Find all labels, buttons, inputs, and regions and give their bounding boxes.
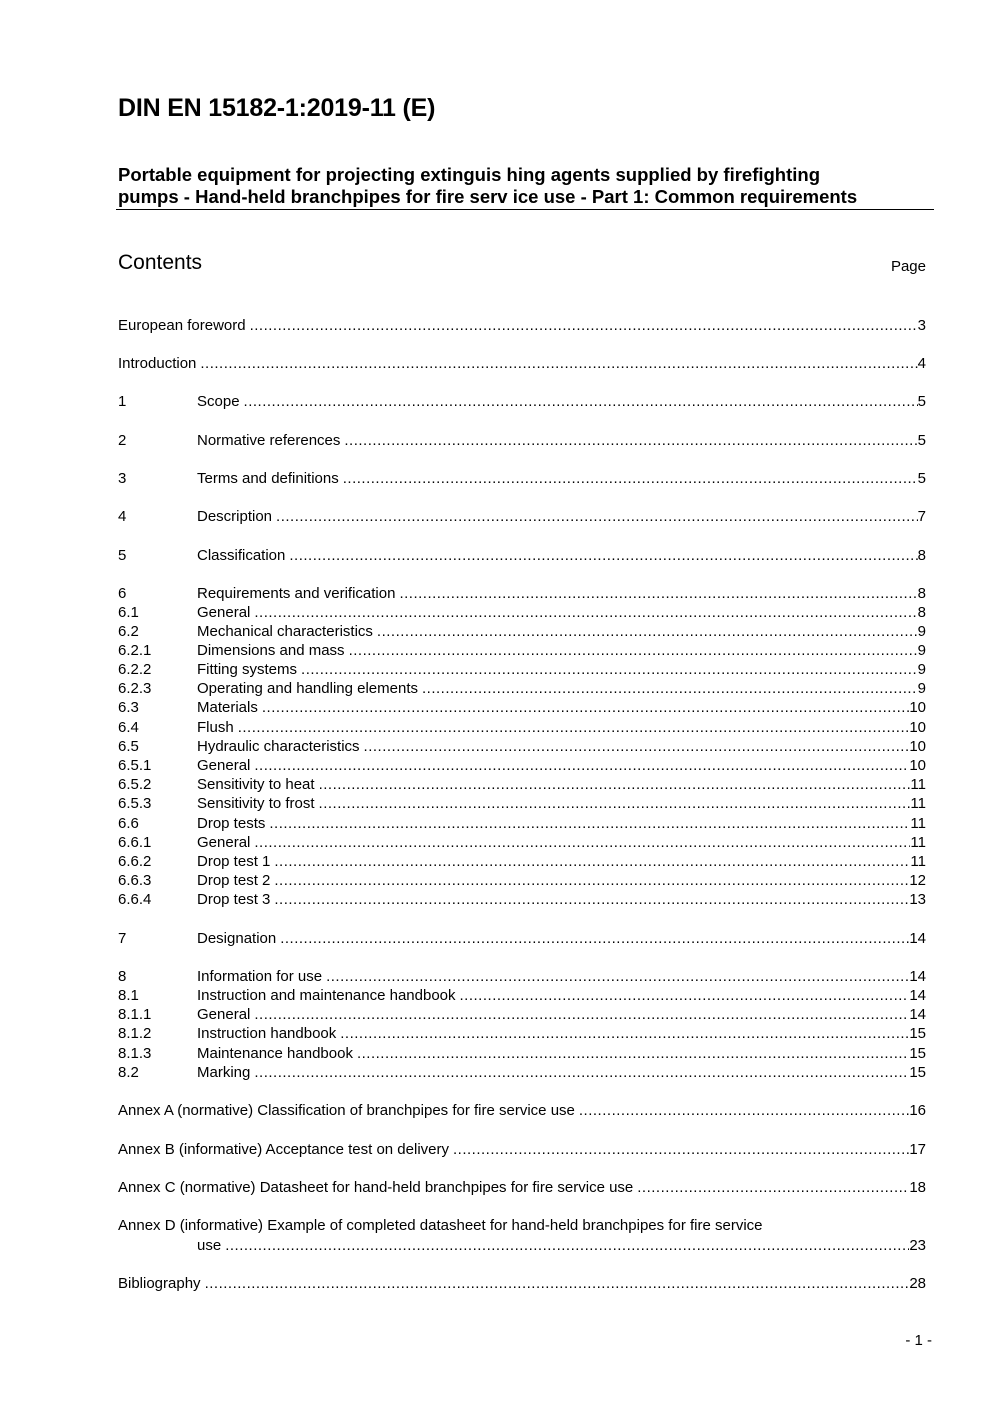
toc-entry-page: 12 xyxy=(909,872,926,889)
toc-dot-leader xyxy=(225,1236,909,1255)
toc-entry-number: 6 xyxy=(118,585,127,602)
toc-entry-page: 9 xyxy=(917,661,926,678)
toc-entry-number: 1 xyxy=(118,393,127,410)
toc-entry-title: Mechanical characteristics xyxy=(197,623,373,640)
toc-entry-number: 6.4 xyxy=(118,719,139,736)
toc-entry-number: 2 xyxy=(118,432,127,449)
toc-entry-title-continued: use xyxy=(197,1237,222,1254)
toc-dot-leader xyxy=(238,718,910,737)
toc-entry-page: 14 xyxy=(909,1006,926,1023)
toc-entry[interactable] xyxy=(118,641,926,660)
toc-entry-page: 10 xyxy=(909,757,926,774)
toc-entry[interactable] xyxy=(118,469,926,488)
toc-entry-page: 8 xyxy=(917,585,926,602)
toc-dot-leader xyxy=(254,833,910,852)
toc-entry-number: 6.2 xyxy=(118,623,139,640)
toc-dot-leader xyxy=(205,1274,910,1293)
toc-entry-number: 6.6.3 xyxy=(118,872,152,889)
toc-dot-leader xyxy=(274,890,909,909)
toc-entry[interactable] xyxy=(118,584,926,603)
toc-entry-page: 10 xyxy=(909,719,926,736)
toc-entry-title: Annex C (normative) Datasheet for hand-held branchpipes for fire service use xyxy=(118,1179,634,1196)
toc-entry-number: 7 xyxy=(118,930,127,947)
toc-entry-page: 5 xyxy=(917,432,926,449)
toc-entry-page: 8 xyxy=(917,604,926,621)
toc-entry[interactable] xyxy=(118,890,926,909)
toc-entry[interactable] xyxy=(118,775,926,794)
toc-entry-title: Requirements and verification xyxy=(197,585,396,602)
toc-dot-leader xyxy=(579,1101,909,1120)
toc-dot-leader xyxy=(344,431,917,450)
toc-entry[interactable] xyxy=(118,679,926,698)
toc-entry[interactable] xyxy=(118,756,926,775)
contents-heading: Contents xyxy=(118,251,203,274)
toc-entry[interactable] xyxy=(118,354,926,373)
toc-entry-title: Drop test 1 xyxy=(197,853,271,870)
toc-entry-page: 15 xyxy=(909,1045,926,1062)
toc-entry[interactable] xyxy=(118,1024,926,1043)
toc-entry-page: 11 xyxy=(910,834,926,851)
toc-entry[interactable] xyxy=(118,833,926,852)
toc-dot-leader xyxy=(274,871,909,890)
toc-entry-page: 11 xyxy=(910,815,926,832)
toc-entry-page: 4 xyxy=(917,355,926,372)
toc-entry-title: Scope xyxy=(197,393,240,410)
toc-entry-number: 6.1 xyxy=(118,604,139,621)
toc-dot-leader xyxy=(422,679,918,698)
toc-entry-page: 11 xyxy=(910,795,926,812)
toc-entry-page: 17 xyxy=(909,1141,926,1158)
toc-entry[interactable] xyxy=(118,1101,926,1120)
toc-entry-number: 8.2 xyxy=(118,1064,139,1081)
toc-entry-page: 10 xyxy=(909,699,926,716)
toc-entry-title: Normative references xyxy=(197,432,341,449)
toc-entry-title: Drop tests xyxy=(197,815,266,832)
toc-entry-number: 8.1.2 xyxy=(118,1025,152,1042)
toc-entry-page: 5 xyxy=(917,393,926,410)
toc-dot-leader xyxy=(269,814,910,833)
toc-entry-number: 6.5.1 xyxy=(118,757,152,774)
title-divider xyxy=(116,209,934,210)
toc-entry-page: 13 xyxy=(909,891,926,908)
toc-entry-number: 6.5 xyxy=(118,738,139,755)
toc-dot-leader xyxy=(364,737,910,756)
toc-entry[interactable] xyxy=(118,1274,926,1293)
toc-entry-page: 9 xyxy=(917,623,926,640)
toc-entry-title: General xyxy=(197,757,251,774)
page-number: - 1 - xyxy=(905,1332,932,1349)
toc-entry-page: 14 xyxy=(909,930,926,947)
toc-entry-title: Annex D (informative) Example of completed datasheet for hand-held branchpipes for fire service xyxy=(118,1217,763,1234)
toc-dot-leader xyxy=(460,986,910,1005)
toc-dot-leader xyxy=(244,392,918,411)
toc-entry-title: Terms and definitions xyxy=(197,470,339,487)
toc-entry-page: 3 xyxy=(917,317,926,334)
toc-entry-title: Dimensions and mass xyxy=(197,642,345,659)
toc-entry-number: 5 xyxy=(118,547,127,564)
toc-entry[interactable] xyxy=(118,431,926,450)
toc-entry[interactable] xyxy=(118,1140,926,1159)
toc-entry[interactable] xyxy=(118,1005,926,1024)
toc-entry-page: 9 xyxy=(917,680,926,697)
document-id: DIN EN 15182-1:2019-11 (E) xyxy=(118,94,436,122)
toc-entry[interactable] xyxy=(118,698,926,717)
toc-dot-leader xyxy=(326,967,909,986)
toc-entry-page: 9 xyxy=(917,642,926,659)
toc-entry-title: General xyxy=(197,834,251,851)
toc-entry-page: 14 xyxy=(909,968,926,985)
toc-dot-leader xyxy=(254,1063,909,1082)
toc-entry-page: 10 xyxy=(909,738,926,755)
toc-entry-number: 6.5.2 xyxy=(118,776,152,793)
toc-entry[interactable] xyxy=(118,546,926,565)
toc-entry-number: 6.3 xyxy=(118,699,139,716)
document-title-line-2: pumps - Hand-held branchpipes for fire serv ice use - Part 1: Common requirements xyxy=(118,186,858,207)
toc-entry[interactable] xyxy=(118,871,926,890)
toc-dot-leader xyxy=(276,507,918,526)
toc-entry-page: 23 xyxy=(909,1237,926,1254)
toc-entry-title: General xyxy=(197,604,251,621)
toc-entry-page: 7 xyxy=(917,508,926,525)
toc-entry-number: 8.1.1 xyxy=(118,1006,152,1023)
toc-dot-leader xyxy=(289,546,917,565)
toc-entry-title: Instruction and maintenance handbook xyxy=(197,987,456,1004)
toc-entry-title: Annex B (informative) Acceptance test on delivery xyxy=(118,1141,449,1158)
toc-entry-title: Bibliography xyxy=(118,1275,201,1292)
toc-entry-title: Hydraulic characteristics xyxy=(197,738,360,755)
toc-entry-number: 3 xyxy=(118,470,127,487)
toc-entry-title: Annex A (normative) Classification of branchpipes for fire service use xyxy=(118,1102,575,1119)
toc-dot-leader xyxy=(254,1005,909,1024)
toc-entry-page: 15 xyxy=(909,1064,926,1081)
toc-dot-leader xyxy=(453,1140,909,1159)
toc-entry-page: 28 xyxy=(909,1275,926,1292)
toc-entry-page: 15 xyxy=(909,1025,926,1042)
toc-entry[interactable] xyxy=(118,1044,926,1063)
toc-entry[interactable] xyxy=(118,967,926,986)
document-title-line-1: Portable equipment for projecting extinguis hing agents supplied by firefighting xyxy=(118,164,821,185)
toc-entry-title: General xyxy=(197,1006,251,1023)
toc-dot-leader xyxy=(200,354,917,373)
toc-entry-number: 4 xyxy=(118,508,127,525)
toc-dot-leader xyxy=(377,622,918,641)
toc-entry-number: 8 xyxy=(118,968,127,985)
page-column-label: Page xyxy=(890,258,926,275)
toc-entry[interactable] xyxy=(118,929,926,948)
toc-dot-leader xyxy=(274,852,910,871)
toc-dot-leader xyxy=(280,929,909,948)
toc-entry[interactable] xyxy=(118,507,926,526)
toc-entry[interactable] xyxy=(118,814,926,833)
toc-entry-page: 5 xyxy=(917,470,926,487)
toc-entry-title: Drop test 3 xyxy=(197,891,271,908)
toc-entry-page: 16 xyxy=(909,1102,926,1119)
toc-entry[interactable] xyxy=(118,1063,926,1082)
toc-dot-leader xyxy=(637,1178,909,1197)
toc-entry[interactable] xyxy=(118,603,926,622)
toc-entry-number: 6.6 xyxy=(118,815,139,832)
toc-entry[interactable] xyxy=(118,1216,926,1256)
toc-entry-number: 8.1.3 xyxy=(118,1045,152,1062)
toc-entry[interactable] xyxy=(118,737,926,756)
toc-dot-leader xyxy=(349,641,918,660)
toc-dot-leader xyxy=(343,469,918,488)
toc-dot-leader xyxy=(319,794,911,813)
toc-dot-leader xyxy=(250,316,918,335)
toc-dot-leader xyxy=(319,775,911,794)
toc-entry-number: 6.5.3 xyxy=(118,795,152,812)
toc-entry-number: 6.6.1 xyxy=(118,834,152,851)
toc-entry-number: 8.1 xyxy=(118,987,139,1004)
toc-dot-leader xyxy=(340,1024,909,1043)
toc-entry[interactable] xyxy=(118,316,926,335)
toc-entry-page: 18 xyxy=(909,1179,926,1196)
toc-entry-title: European foreword xyxy=(118,317,246,334)
toc-entry[interactable] xyxy=(118,392,926,411)
toc-dot-leader xyxy=(399,584,917,603)
toc-entry[interactable] xyxy=(118,718,926,737)
toc-entry-title: Instruction handbook xyxy=(197,1025,337,1042)
toc-entry-page: 11 xyxy=(910,776,926,793)
toc-entry-page: 8 xyxy=(917,547,926,564)
toc-entry-title: Fitting systems xyxy=(197,661,298,678)
toc-entry[interactable] xyxy=(118,622,926,641)
toc-entry-number: 6.6.4 xyxy=(118,891,152,908)
toc-entry-number: 6.2.1 xyxy=(118,642,152,659)
toc-entry-title: Sensitivity to frost xyxy=(197,795,315,812)
document-title xyxy=(118,164,934,208)
toc-entry[interactable] xyxy=(118,1178,926,1197)
toc-dot-leader xyxy=(357,1044,909,1063)
toc-entry[interactable] xyxy=(118,660,926,679)
toc-entry-page: 14 xyxy=(909,987,926,1004)
toc-entry[interactable] xyxy=(118,852,926,871)
toc-entry[interactable] xyxy=(118,986,926,1005)
toc-entry-number: 6.2.3 xyxy=(118,680,152,697)
toc-dot-leader xyxy=(254,603,917,622)
toc-entry-number: 6.2.2 xyxy=(118,661,152,678)
toc-entry-title: Flush xyxy=(197,719,234,736)
toc-entry-number: 6.6.2 xyxy=(118,853,152,870)
toc-entry-title: Information for use xyxy=(197,968,323,985)
toc-entry-page: 11 xyxy=(910,853,926,870)
toc-entry-title: Marking xyxy=(197,1064,251,1081)
toc-entry-title: Description xyxy=(197,508,273,525)
toc-entry-title: Introduction xyxy=(118,355,197,372)
toc-entry-title: Maintenance handbook xyxy=(197,1045,353,1062)
toc-dot-leader xyxy=(301,660,918,679)
toc-dot-leader xyxy=(262,698,909,717)
toc-entry-title: Classification xyxy=(197,547,286,564)
toc-entry-title: Drop test 2 xyxy=(197,872,271,889)
toc-dot-leader xyxy=(254,756,909,775)
toc-entry-title: Designation xyxy=(197,930,277,947)
toc-entry-title: Materials xyxy=(197,699,258,716)
toc-entry[interactable] xyxy=(118,794,926,813)
toc-entry-title: Sensitivity to heat xyxy=(197,776,315,793)
toc-entry-title: Operating and handling elements xyxy=(197,680,418,697)
